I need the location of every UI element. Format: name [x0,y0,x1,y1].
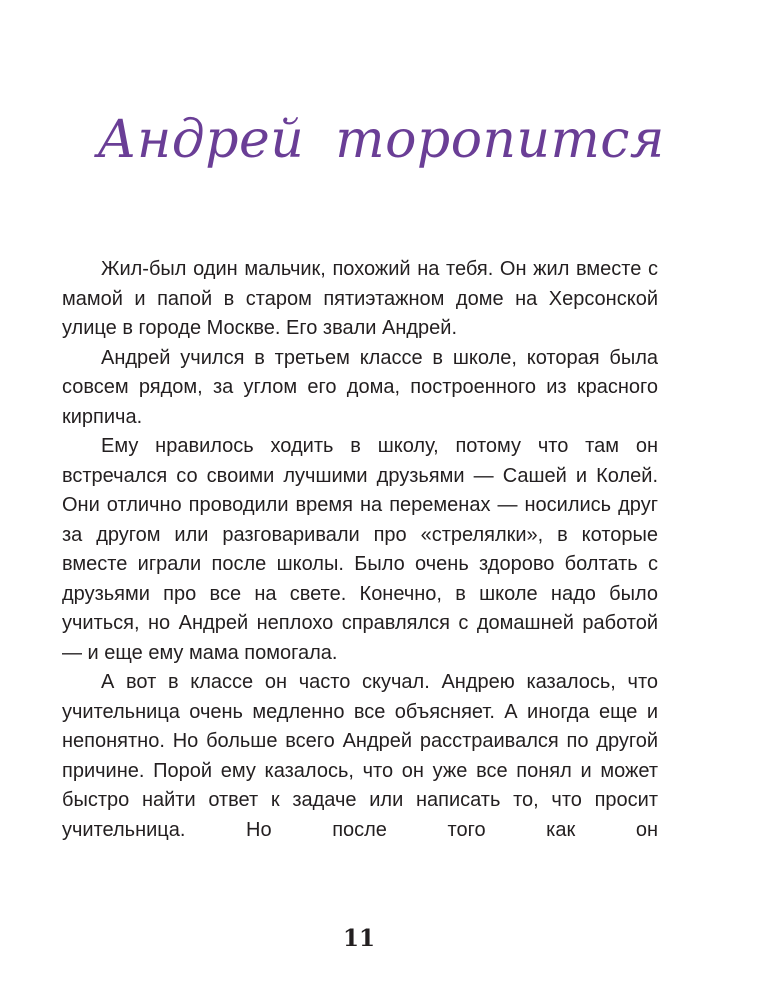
page-number: 11 [342,925,375,952]
chapter-title: Андрей торопится [97,110,665,170]
paragraph-4: А вот в классе он часто скучал. Андрею казалось, что учительница очень медленно все объясняет. А иногда еще и непонятно. Но больше всего Андрей расстраивался по другой причине. Порой ему казалось, что он уже все понял и может быстро найти ответ к задаче или написать то, что просит учительница. Но после того как он [62,671,658,841]
paragraph-2: Андрей учился в третьем классе в школе, которая была совсем рядом, за углом его дома, построенного из красного кирпича. [62,346,658,428]
paragraph-3: Ему нравилось ходить в школу, потому что там он встречался со своими лучшими друзьями — Сашей и Колей. Они отлично проводили время на переменах — носились друг за другом или разговаривали про «стрелялки», в которые вместе играли после школы. Было очень здорово болтать с друзьями про все на свете. Конечно, в школе надо было учиться, но Андрей неплохо справлялся с домашней работой — и еще ему мама помогала. [62,435,658,664]
body-text [62,255,658,845]
paragraph-1: Жил-был один мальчик, похожий на тебя. Он жил вместе с мамой и папой в старом пятиэтажном доме на Херсонской улице в городе Москве. Его звали Андрей. [62,258,658,339]
